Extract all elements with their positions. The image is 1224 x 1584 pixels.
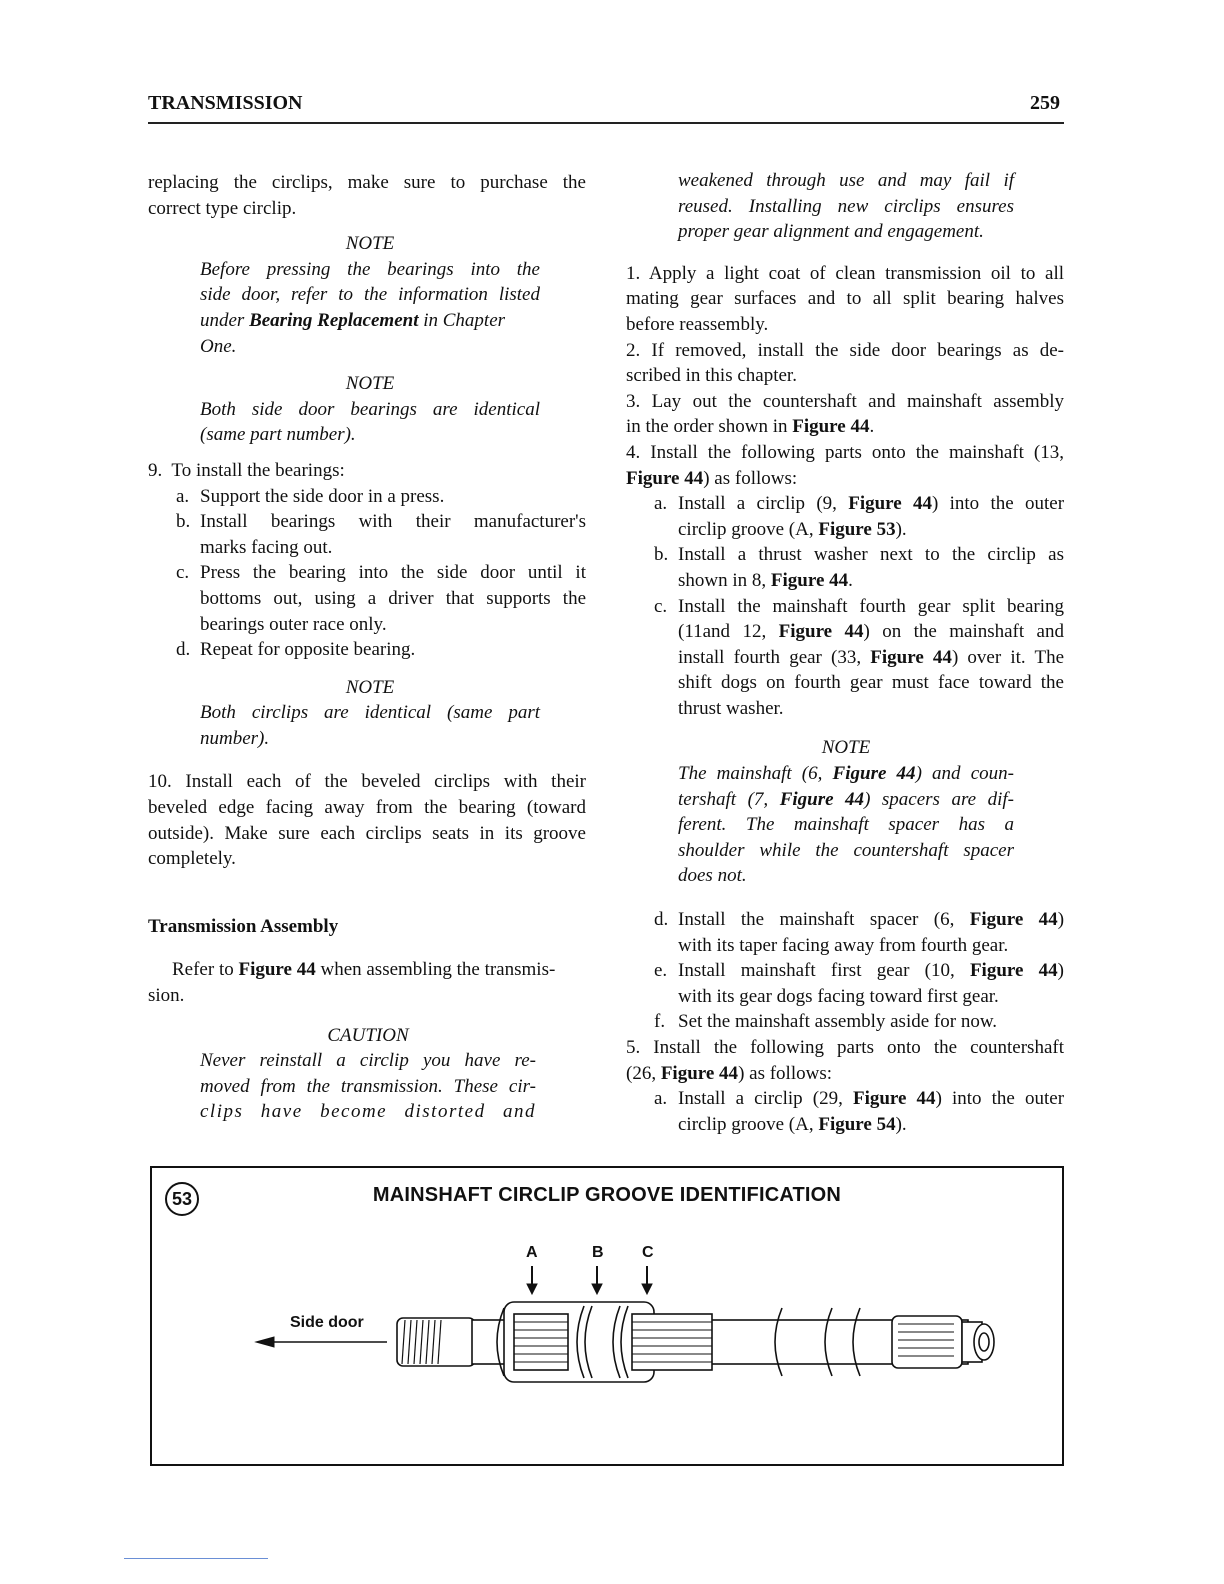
step-4d-pre: Install the mainshaft spacer (6, — [678, 909, 955, 931]
step-9c — [176, 560, 586, 637]
section-title: Transmission Assembly — [148, 915, 339, 937]
step-4d-line-1 — [678, 907, 1064, 933]
step-9a-text: Support the side door in a press. — [200, 485, 445, 507]
step-4e-line-2: with its gear dogs facing toward first gear. — [678, 985, 999, 1007]
page-number: 259 — [1030, 92, 1060, 114]
step-4b-post: . — [848, 569, 853, 591]
step-4c-l2-figure-ref: Figure 44 — [778, 621, 864, 643]
side-door-label: Side door — [290, 1314, 364, 1331]
step-4c-l3-figure-ref: Figure 44 — [870, 646, 952, 668]
note-3 — [148, 675, 540, 752]
step-4a-l2-figure-ref: Figure 53 — [818, 518, 896, 540]
step-4d-figure-ref: Figure 44 — [969, 909, 1058, 931]
note-4-l1-figure-ref: Figure 44 — [832, 763, 916, 785]
step-5-line-2 — [626, 1061, 1064, 1087]
refer-line-2: sion. — [148, 985, 185, 1007]
step-4d-label: d. — [654, 909, 669, 931]
figure-title: MAINSHAFT CIRCLIP GROOVE IDENTIFICATION — [372, 1184, 842, 1206]
step-4d — [654, 907, 1065, 958]
step-3-pre: in the order shown in — [626, 416, 788, 438]
step-4c-l2-post: ) on the mainshaft and — [863, 621, 1064, 643]
step-4f-text: Set the mainshaft assembly aside for now. — [678, 1011, 998, 1033]
step-4 — [626, 440, 1064, 722]
step-9b-label: b. — [176, 511, 191, 533]
step-3-line-1: 3. Lay out the countershaft and mainshaft assembly — [626, 390, 1064, 412]
refer-pre: Refer to — [172, 959, 234, 981]
step-9b — [176, 509, 586, 560]
note-4-l2-figure-ref: Figure 44 — [779, 788, 865, 810]
note-2-line-1: Both side door bearings are identical — [200, 398, 540, 420]
step-9c-line-2: bottoms out, using a driver that supports the — [200, 587, 586, 609]
groove-label-c: C — [642, 1244, 654, 1261]
caution-line-5: reused. Installing new circlips ensures — [678, 195, 1014, 217]
step-1-line-1: 1. Apply a light coat of clean transmission oil to all — [626, 262, 1064, 284]
groove-label-a: A — [526, 1244, 538, 1261]
step-5a-figure-ref: Figure 44 — [852, 1088, 936, 1110]
shaft-body — [397, 1302, 994, 1382]
intro-line-2: correct type circlip. — [148, 197, 297, 219]
step-4c-line-4: shift dogs on fourth gear must face toward the — [678, 672, 1064, 694]
step-5a-label: a. — [654, 1088, 668, 1110]
step-4a-l2-pre: circlip groove (A, — [678, 518, 814, 540]
caution — [148, 1023, 536, 1125]
step-5-line-1: 5. Install the following parts onto the countershaft — [626, 1037, 1064, 1058]
running-header-title: TRANSMISSION — [148, 92, 303, 114]
step-5-post: ) as follows: — [738, 1062, 832, 1084]
step-4c-label: c. — [654, 595, 668, 617]
step-4d-post: ) — [1057, 909, 1065, 931]
note-2 — [148, 371, 540, 448]
step-4c-l3-post: ) over it. The — [951, 646, 1065, 668]
refer-figure-ref: Figure 44 — [238, 959, 316, 981]
step-9c-line-3: bearings outer race only. — [200, 613, 387, 635]
step-9c-label: c. — [176, 562, 190, 584]
step-9a — [176, 484, 586, 510]
step-4e-post: ) — [1057, 960, 1064, 982]
step-4-continued — [626, 907, 1064, 1035]
note-1-line-3 — [200, 308, 540, 334]
step-9 — [148, 458, 586, 663]
step-9-text: To install the bearings: — [171, 459, 345, 481]
step-4c — [654, 594, 1065, 722]
note-4-line-3: ferent. The mainshaft spacer has a — [678, 814, 1014, 836]
step-9-number: 9. — [148, 459, 163, 481]
left-column — [148, 170, 586, 1125]
step-9d-label: d. — [176, 639, 191, 661]
step-4-figure-ref: Figure 44 — [626, 467, 704, 489]
refer-post: when assembling the transmis- — [320, 959, 556, 981]
step-4b — [654, 542, 1064, 593]
step-10-line-2: beveled edge facing away from the bearing (toward — [148, 797, 586, 819]
note-4-line-2 — [678, 787, 1014, 813]
step-4a-post: ) into the outer — [932, 493, 1065, 515]
caution-line-1: Never reinstall a circlip you have re- — [200, 1050, 536, 1072]
step-10-line-4: completely. — [148, 848, 236, 870]
refer-line-1 — [148, 957, 586, 983]
step-4a-line-2 — [678, 517, 1064, 543]
note-4-line-1 — [678, 761, 1014, 787]
groove-arrows — [527, 1266, 652, 1294]
note-2-line-2: (same part number). — [200, 424, 356, 446]
step-4c-line-1: Install the mainshaft fourth gear split bearing — [678, 595, 1064, 617]
note-3-line-2: number). — [200, 727, 270, 749]
step-4c-line-5: thrust washer. — [678, 697, 784, 719]
step-4c-l2-pre: (11and 12, — [678, 621, 767, 643]
note-4-line-5: does not. — [678, 865, 747, 887]
note-1-heading: NOTE — [345, 233, 395, 255]
step-4e — [654, 958, 1064, 1009]
note-4-l1-post: ) and coun- — [915, 763, 1014, 785]
step-1 — [626, 261, 1064, 338]
step-9b-line-1: Install bearings with their manufacturer's — [200, 511, 586, 533]
right-column — [626, 168, 1064, 1137]
step-2 — [626, 338, 1064, 389]
step-5-pre: (26, — [626, 1062, 657, 1084]
step-1-line-2: mating gear surfaces and to all split bearing halves — [626, 288, 1064, 310]
step-5 — [626, 1035, 1064, 1137]
step-5a-l2-pre: circlip groove (A, — [678, 1113, 814, 1135]
step-2-line-2: scribed in this chapter. — [626, 365, 797, 387]
groove-label-b: B — [592, 1244, 604, 1261]
refer-paragraph — [148, 957, 586, 1008]
step-3-post: . — [869, 416, 875, 438]
note-1-line-3-post: in Chapter — [423, 309, 506, 331]
note-2-heading: NOTE — [345, 373, 395, 395]
step-4b-line-1: Install a thrust washer next to the circlip as — [678, 544, 1064, 566]
note-4-l2-post: ) spacers are dif- — [864, 788, 1014, 810]
step-4f-label: f. — [654, 1011, 666, 1033]
note-4-l1-pre: The mainshaft (6, — [678, 763, 823, 785]
step-9d-text: Repeat for opposite bearing. — [200, 639, 416, 661]
step-10-line-1: 10. Install each of the beveled circlips with their — [148, 771, 586, 793]
step-4-line-1: 4. Install the following parts onto the mainshaft (13, — [626, 441, 1064, 463]
caution-heading: CAUTION — [327, 1024, 409, 1046]
note-1-line-3-pre: under — [200, 309, 245, 331]
note-1-line-1: Before pressing the bearings into the — [200, 258, 540, 280]
note-4-l2-pre: tershaft (7, — [678, 788, 769, 810]
step-5a-l2-figure-ref: Figure 54 — [818, 1113, 896, 1135]
step-5a-line-2 — [678, 1112, 1064, 1138]
step-5a-line-1 — [678, 1086, 1064, 1112]
step-4e-pre: Install mainshaft first gear (10, — [678, 960, 955, 982]
step-4a-l2-post: ). — [895, 518, 907, 540]
step-5a-l2-post: ). — [895, 1113, 907, 1135]
step-4a-label: a. — [654, 493, 668, 515]
step-4c-line-2 — [678, 619, 1064, 645]
step-3-figure-ref: Figure 44 — [792, 416, 870, 438]
step-10 — [148, 769, 586, 871]
step-4-post: ) as follows: — [703, 467, 798, 489]
figure-53 — [150, 1166, 1064, 1466]
caution-line-3: clips have become distorted and — [200, 1101, 536, 1123]
step-4a-figure-ref: Figure 44 — [848, 493, 932, 515]
step-4b-figure-ref: Figure 44 — [770, 569, 849, 591]
step-2-line-1: 2. If removed, install the side door bearings as de- — [626, 339, 1064, 361]
step-4d-line-2: with its taper facing away from fourth gear. — [678, 934, 1009, 956]
step-4b-label: b. — [654, 544, 669, 566]
step-1-line-3: before reassembly. — [626, 313, 769, 335]
step-9a-label: a. — [176, 485, 190, 507]
step-4e-label: e. — [654, 960, 668, 982]
note-3-heading: NOTE — [345, 676, 395, 698]
step-9c-line-1: Press the bearing into the side door until it — [200, 562, 586, 584]
mainshaft-illustration — [152, 1168, 1062, 1464]
note-1 — [148, 231, 540, 359]
step-4c-line-3 — [678, 645, 1064, 671]
figure-number-badge: 53 — [165, 1182, 199, 1216]
step-3 — [626, 389, 1064, 440]
note-4 — [626, 735, 1014, 889]
caution-continued — [626, 168, 1014, 245]
step-4f — [654, 1009, 1064, 1035]
intro-line-1: replacing the circlips, make sure to purchase the — [148, 172, 586, 193]
note-3-line-1: Both circlips are identical (same part — [200, 702, 540, 724]
step-5a — [654, 1086, 1065, 1137]
step-9-line — [148, 458, 586, 484]
note-1-line-2: side door, refer to the information listed — [200, 284, 540, 306]
step-4c-l3-pre: install fourth gear (33, — [678, 646, 862, 668]
step-9d — [176, 637, 586, 663]
caution-line-6: proper gear alignment and engagement. — [678, 221, 984, 243]
step-4a-pre: Install a circlip (9, — [678, 493, 837, 515]
header-rule — [148, 122, 1064, 124]
step-9b-line-2: marks facing out. — [200, 536, 333, 558]
note-1-line-4: One. — [200, 335, 237, 357]
step-5a-post: ) into the outer — [935, 1088, 1065, 1110]
note-1-bold-ref: Bearing Replacement — [249, 309, 419, 331]
step-4a-line-1 — [678, 491, 1064, 517]
step-10-line-3: outside). Make sure each circlips seats in its groove — [148, 822, 586, 844]
caution-line-4: weakened through use and may fail if — [678, 170, 1014, 191]
step-5-figure-ref: Figure 44 — [660, 1062, 739, 1084]
step-4-line-2 — [626, 466, 1064, 492]
step-4b-line-2 — [678, 568, 1064, 594]
step-3-line-2 — [626, 414, 1064, 440]
note-4-line-4: shoulder while the countershaft spacer — [678, 839, 1014, 861]
step-5a-pre: Install a circlip (29, — [678, 1088, 843, 1110]
caution-line-2: moved from the transmission. These cir- — [200, 1075, 536, 1097]
side-door-arrow — [256, 1337, 387, 1347]
step-4e-figure-ref: Figure 44 — [969, 960, 1058, 982]
step-4b-pre: shown in 8, — [678, 569, 767, 591]
note-4-heading: NOTE — [821, 737, 871, 759]
step-4e-line-1 — [678, 958, 1064, 984]
step-4a — [654, 491, 1065, 542]
footer-link-underline — [124, 1558, 268, 1559]
